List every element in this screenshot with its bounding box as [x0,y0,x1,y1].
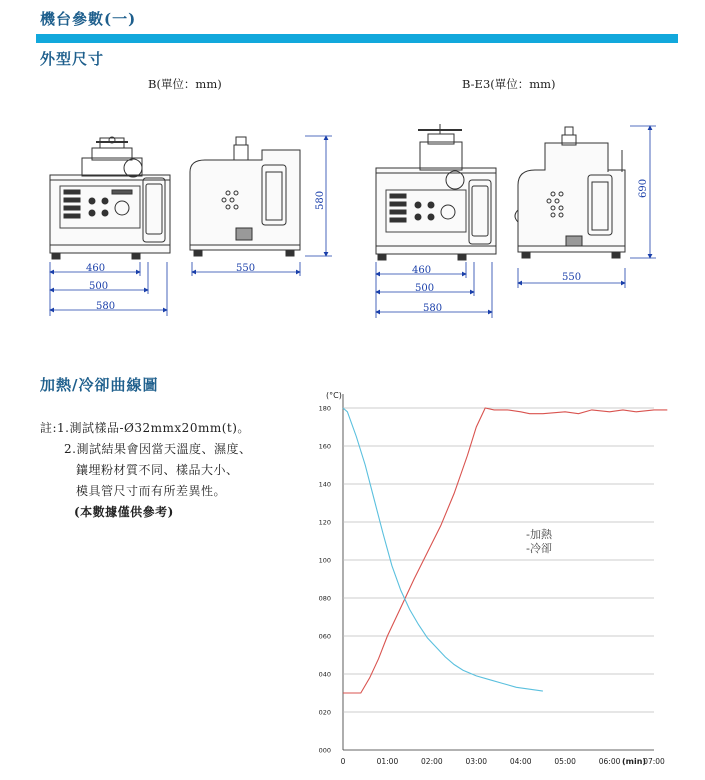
chart-y-ticks [319,405,331,755]
model-b-front-view [50,137,170,259]
chart-x-tick-label: 05:00 [554,757,576,766]
chart-y-tick-label: 080 [318,594,331,603]
chart-y-tick-label: 120 [318,518,331,527]
heating-cooling-chart [300,380,700,775]
chart-y-tick-label: 040 [318,670,331,679]
chart-y-tick-label: 160 [318,442,331,451]
chart-x-ticks [341,757,665,766]
page-title: 機台參數(一) [40,10,137,28]
note-disclaimer: (本數據僅供參考) [74,505,174,519]
model-be3-dim-height: 690 [638,178,649,198]
chart-legend-entry: -冷卻 [526,542,552,555]
note-line-3: 鑲埋粉材質不同、樣品大小、 [76,463,239,477]
model-be3-dim-width-a: 460 [412,265,432,276]
note-line-4: 模具管尺寸而有所差異性。 [76,484,227,498]
chart-y-tick-label: 180 [318,404,331,413]
model-be3-dim-width-c: 580 [423,303,443,314]
chart-x-tick-label: 04:00 [509,757,532,766]
chart-x-tick-label: 03:00 [465,757,488,766]
model-be3-caption: B-E3(單位：mm) [462,77,556,91]
chart-y-tick-label: 000 [318,746,331,755]
model-b-caption: B(單位：mm) [148,77,222,91]
note-line-5 [40,502,300,523]
chart-legend-entry: -加熱 [526,528,552,541]
model-be3-front-view [376,124,496,260]
chart-y-tick-label: 060 [318,632,331,641]
chart-grid [343,394,654,750]
model-be3-side-view [515,127,625,258]
chart-series-line-heating [343,408,667,693]
model-b-dim-depth: 550 [236,263,256,274]
chart-series [343,408,667,693]
chart-x-tick-label: 06:00 [598,757,621,766]
section-title-curve: 加熱/冷卻曲線圖 [40,376,159,394]
chart-x-tick-label: 02:00 [421,757,443,766]
section-title-dimensions: 外型尺寸 [40,50,105,68]
model-b-dim-width-c: 580 [96,301,116,312]
chart-y-tick-label: 100 [318,556,331,565]
dimension-drawings [0,0,705,330]
chart-x-label: (min) [622,757,647,766]
model-b-dim-width-a: 460 [86,263,106,274]
model-b-side-view [190,137,300,256]
model-be3-dim-depth: 550 [562,272,582,283]
note-line-2: 2.測試結果會因當天溫度、濕度、 [64,442,252,456]
model-b-dim-height: 580 [315,190,326,210]
model-b-dim-width-b: 500 [89,281,109,292]
note-line-1: 註:1.測試樣品-Ø32mmx20mm(t)。 [40,421,250,435]
chart-series-line-cooling [343,408,543,691]
model-be3-dim-width-b: 500 [415,283,435,294]
chart-x-tick-label: 07:00 [643,757,665,766]
chart-x-tick-label: 0 [340,757,346,766]
chart-y-tick-label: 020 [318,708,331,717]
chart-legend [526,527,553,555]
notes-block [40,418,300,523]
chart-y-tick-label: 140 [318,480,331,489]
chart-x-tick-label: 01:00 [376,757,399,766]
chart-y-label: (°C) [326,391,342,400]
